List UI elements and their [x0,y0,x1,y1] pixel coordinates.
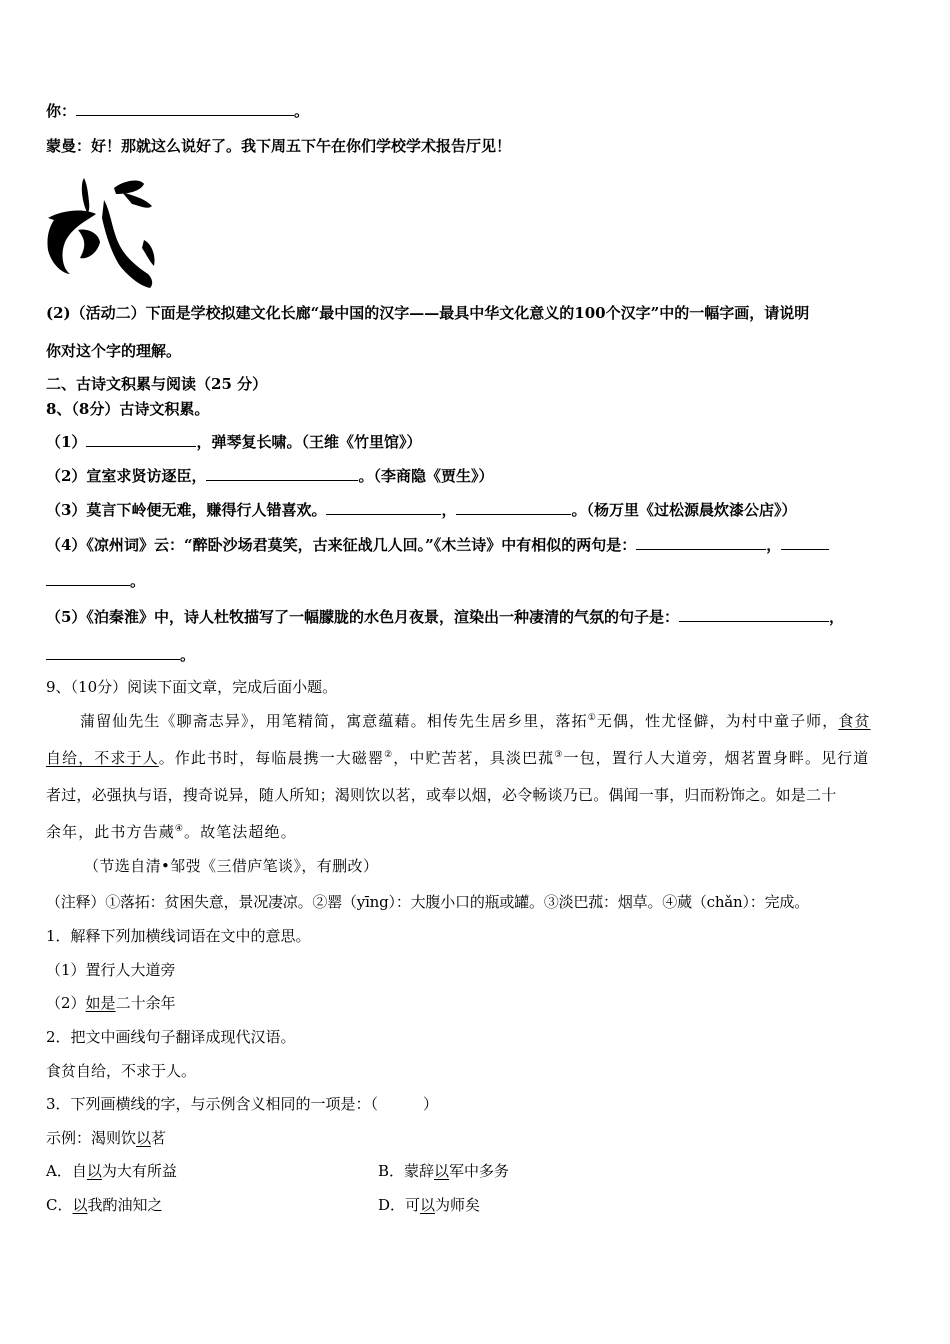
q8-item-1-text: ，弹琴复长啸。（王维《竹里馆》） [196,433,422,451]
option-b-text: 军中多务 [449,1162,510,1180]
q8-item-3-blank-a[interactable] [326,500,441,515]
underlined-char: 以 [420,1196,436,1214]
q8-item-3-source: 。（杨万里《过松源晨炊漆公店》） [571,501,797,519]
passage-source: （节选自清•邹弢《三借庐笔谈》，有删改） [84,857,379,875]
option-c-text: 我酌油知之 [87,1196,163,1214]
underlined-sentence: 食贫 [838,712,871,730]
passage-line-3: 者过，必强执与语，搜奇说异，随人所知；渴则饮以茗，或奉以烟，必令畅谈乃已。偶闻一事，归而粉饰之。如是二十 [46,786,837,804]
q8-item-2 [46,466,493,486]
q8-item-4-comma: ， [766,536,782,554]
option-d-text: 为师矣 [435,1196,481,1214]
sub1-item-b-text: 二十余年 [115,994,176,1012]
underlined-word: 如是 [85,994,116,1012]
q8-item-1-number: （1） [46,433,87,451]
passage-text: 。故笔法超绝。 [183,823,297,841]
brush-stroke-top [82,178,89,212]
sub1-title: 1．解释下列加横线词语在文中的意思。 [46,927,311,945]
q8-item-4-text: （4）《凉州词》云：“醉卧沙场君莫笑，古来征战几人回。”《木兰诗》中有相似的两句是： [46,536,637,554]
q8-item-4-blank-b[interactable] [781,535,829,550]
option-c[interactable] [46,1195,163,1215]
underlined-char: 以 [86,1162,102,1180]
passage-line-2 [46,748,869,768]
q8-item-4-blank-a[interactable] [636,535,766,550]
option-a-text: 为大有所益 [101,1162,177,1180]
brush-stroke-center [78,230,100,259]
sub1-item-a: （1）置行人大道旁 [46,961,176,979]
brush-stroke-dot [114,181,144,194]
q8-item-2-text: （2）宣室求贤访逐臣， [46,467,207,485]
example-text: 示例：渴则饮 [46,1129,137,1147]
q8-item-3-text: （3）莫言下岭便无难，赚得行人错喜欢。 [46,501,327,519]
sub2-sentence: 食贫自给，不求于人。 [46,1062,197,1080]
option-a[interactable] [46,1161,177,1181]
passage-line-4 [46,822,297,842]
you-answer-line [46,101,309,121]
you-label: 你： [46,102,77,120]
option-d-label: D．可 [378,1196,421,1214]
option-b[interactable] [378,1161,509,1181]
footnote-mark: ② [384,750,394,760]
passage-text: 一包，置行人大道旁，烟茗置身畔。见行道 [563,749,870,767]
activity2-line1: (2)（活动二）下面是学校拟建文化长廊“最中国的汉字——最具中华文化意义的100个汉字”中的一幅字画，请说明 [46,304,810,322]
passage-text: ，中贮苦茗，具淡巴菰 [393,749,555,767]
underlined-sentence: 自给，不求于人 [46,749,159,767]
sub3-title: 3．下列画横线的字，与示例含义相同的一项是：（ ） [46,1095,439,1113]
q8-item-5-blank-b[interactable] [46,645,180,660]
q8-item-4-blank-b-cont[interactable] [46,571,130,586]
q8-item-5-text: （5）《泊秦淮》中，诗人杜牧描写了一幅朦胧的水色月夜景，渲染出一种凄清的气氛的句子是： [46,608,679,626]
q9-title: 9、（10分）阅读下面文章，完成后面小题。 [46,678,338,696]
passage-text: 无偶，性尤怪僻，为村中童子师， [596,712,839,730]
q8-item-3-blank-b[interactable] [456,500,571,515]
underlined-char: 以 [136,1129,152,1147]
q8-item-2-blank[interactable] [206,466,358,481]
option-d[interactable] [378,1195,480,1215]
sub3-example [46,1128,166,1148]
q8-item-2-source: 。（李商隐《贾生》） [358,467,494,485]
activity2-line2: 你对这个字的理解。 [46,342,182,360]
q8-item-3 [46,500,796,520]
option-c-label: C． [46,1196,73,1214]
sub1-item-b [46,993,176,1013]
underlined-char: 以 [434,1162,450,1180]
option-b-label: B．蒙辞 [378,1162,435,1180]
sub2-title: 2．把文中画线句子翻译成现代汉语。 [46,1028,296,1046]
passage-notes: （注释）①落拓：贫困失意，景况凄凉。②罂（yīng）：大腹小口的瓶或罐。③淡巴菰：烟草。④蒇（chǎn）：完成。 [46,893,810,911]
brush-stroke-tail [142,240,155,266]
q8-item-5-blank-a[interactable] [679,607,829,622]
q8-item-3-comma: ， [441,501,457,519]
option-a-label: A．自 [46,1162,87,1180]
q8-item-5-cont [46,645,195,665]
footnote-mark: ① [587,713,597,723]
sub1-item-b-number: （2） [46,994,86,1012]
q8-item-1-blank[interactable] [86,432,196,447]
q8-item-5-end: 。 [180,646,196,664]
section2-title: 二、古诗文积累与阅读（25 分） [46,375,268,393]
q8-item-4-end: 。 [130,572,146,590]
passage-text: 蒲留仙先生《聊斋志异》，用笔精简，寓意蕴藉。相传先生居乡里，落拓 [80,712,588,730]
passage-text: 余年，此书方告蒇 [46,823,175,841]
footnote-mark: ③ [554,750,564,760]
mengman-line: 蒙曼：好！那就这么说好了。我下周五下午在你们学校学术报告厅见！ [46,137,512,155]
underlined-char: 以 [72,1196,88,1214]
q8-item-4 [46,535,829,555]
q8-item-1 [46,432,421,452]
q8-item-4-cont [46,571,145,591]
q8-item-5 [46,607,844,627]
brush-stroke-hook [122,192,152,208]
q8-item-5-comma: ， [828,608,844,626]
period: 。 [294,102,310,120]
answer-blank[interactable] [76,101,294,116]
passage-line-1 [80,711,871,731]
passage-text: 。作此书时，每临晨携一大磁罂 [158,749,385,767]
q8-title: 8、（8分）古诗文积累。 [46,400,210,418]
example-text: 茗 [151,1129,167,1147]
calligraphy-wu-image [44,170,164,290]
footnote-mark: ④ [174,824,184,834]
